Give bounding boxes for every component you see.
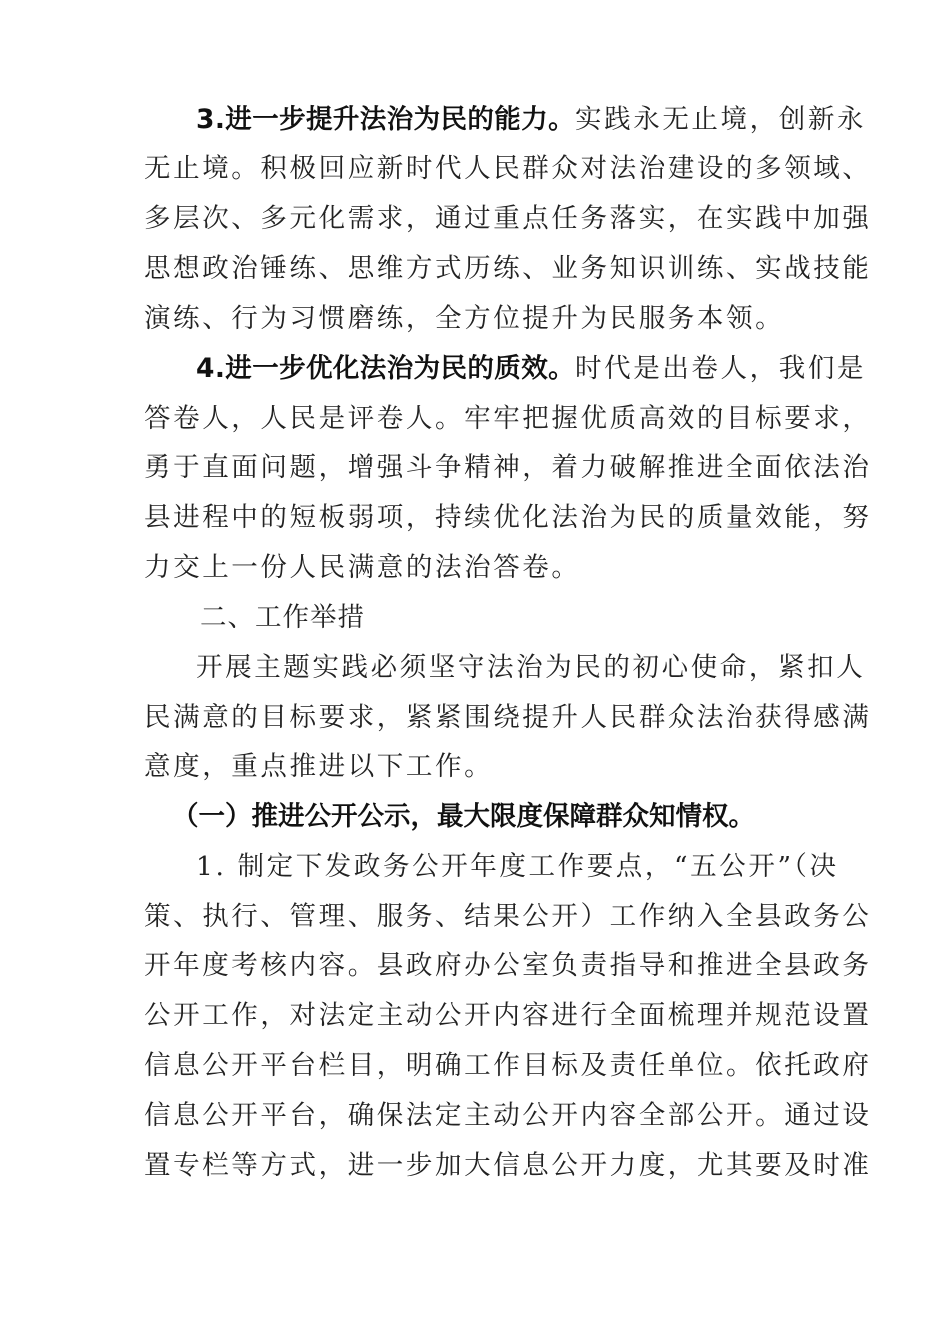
paragraph-heading: 4.进一步优化法治为民的质效。 (196, 353, 576, 384)
paragraph-line: 开展主题实践必须坚守法治为民的初心使命，紧扣人 (196, 652, 866, 683)
section-title: 二、工作举措 (200, 602, 365, 633)
paragraph-text: 时代是出卷人，我们是 (575, 353, 867, 384)
paragraph-line: 置专栏等方式，进一步加大信息公开力度，尤其要及时准 (144, 1150, 872, 1181)
paragraph-line: 开年度考核内容。县政府办公室负责指导和推进全县政务 (144, 950, 872, 981)
paragraph-line (196, 351, 866, 387)
paragraph-heading: 3.进一步提升法治为民的能力。 (196, 104, 576, 135)
paragraph-line: 县进程中的短板弱项，持续优化法治为民的质量效能，努 (144, 502, 872, 533)
paragraph-line: 1. 制定下发政务公开年度工作要点，“五公开”（决 (196, 851, 839, 882)
paragraph-line: 意度，重点推进以下工作。 (144, 751, 494, 782)
paragraph-line: 公开工作，对法定主动公开内容进行全面梳理并规范设置 (144, 1000, 872, 1031)
paragraph-line: 无止境。积极回应新时代人民群众对法治建设的多领域、 (144, 153, 872, 184)
paragraph-line: 信息公开平台栏目，明确工作目标及责任单位。依托政府 (144, 1050, 872, 1081)
paragraph-line: 民满意的目标要求，紧紧围绕提升人民群众法治获得感满 (144, 702, 872, 733)
paragraph-line: 策、执行、管理、服务、结果公开）工作纳入全县政务公 (144, 901, 872, 932)
paragraph-line: 多层次、多元化需求，通过重点任务落实，在实践中加强 (144, 203, 872, 234)
paragraph-line: 思想政治锤练、思维方式历练、业务知识训练、实战技能 (144, 253, 872, 284)
paragraph-line: 勇于直面问题，增强斗争精神，着力破解推进全面依法治 (144, 452, 872, 483)
paragraph-line: 信息公开平台，确保法定主动公开内容全部公开。通过设 (144, 1100, 872, 1131)
paragraph-line (196, 102, 866, 138)
paragraph-line: 演练、行为习惯磨练，全方位提升为民服务本领。 (144, 303, 785, 334)
paragraph-line: 答卷人，人民是评卷人。牢牢把握优质高效的目标要求， (144, 403, 872, 434)
paragraph-text: 实践永无止境，创新永 (575, 104, 867, 135)
paragraph-line: 力交上一份人民满意的法治答卷。 (144, 552, 581, 583)
subsection-title: （一）推进公开公示，最大限度保障群众知情权。 (172, 801, 755, 832)
